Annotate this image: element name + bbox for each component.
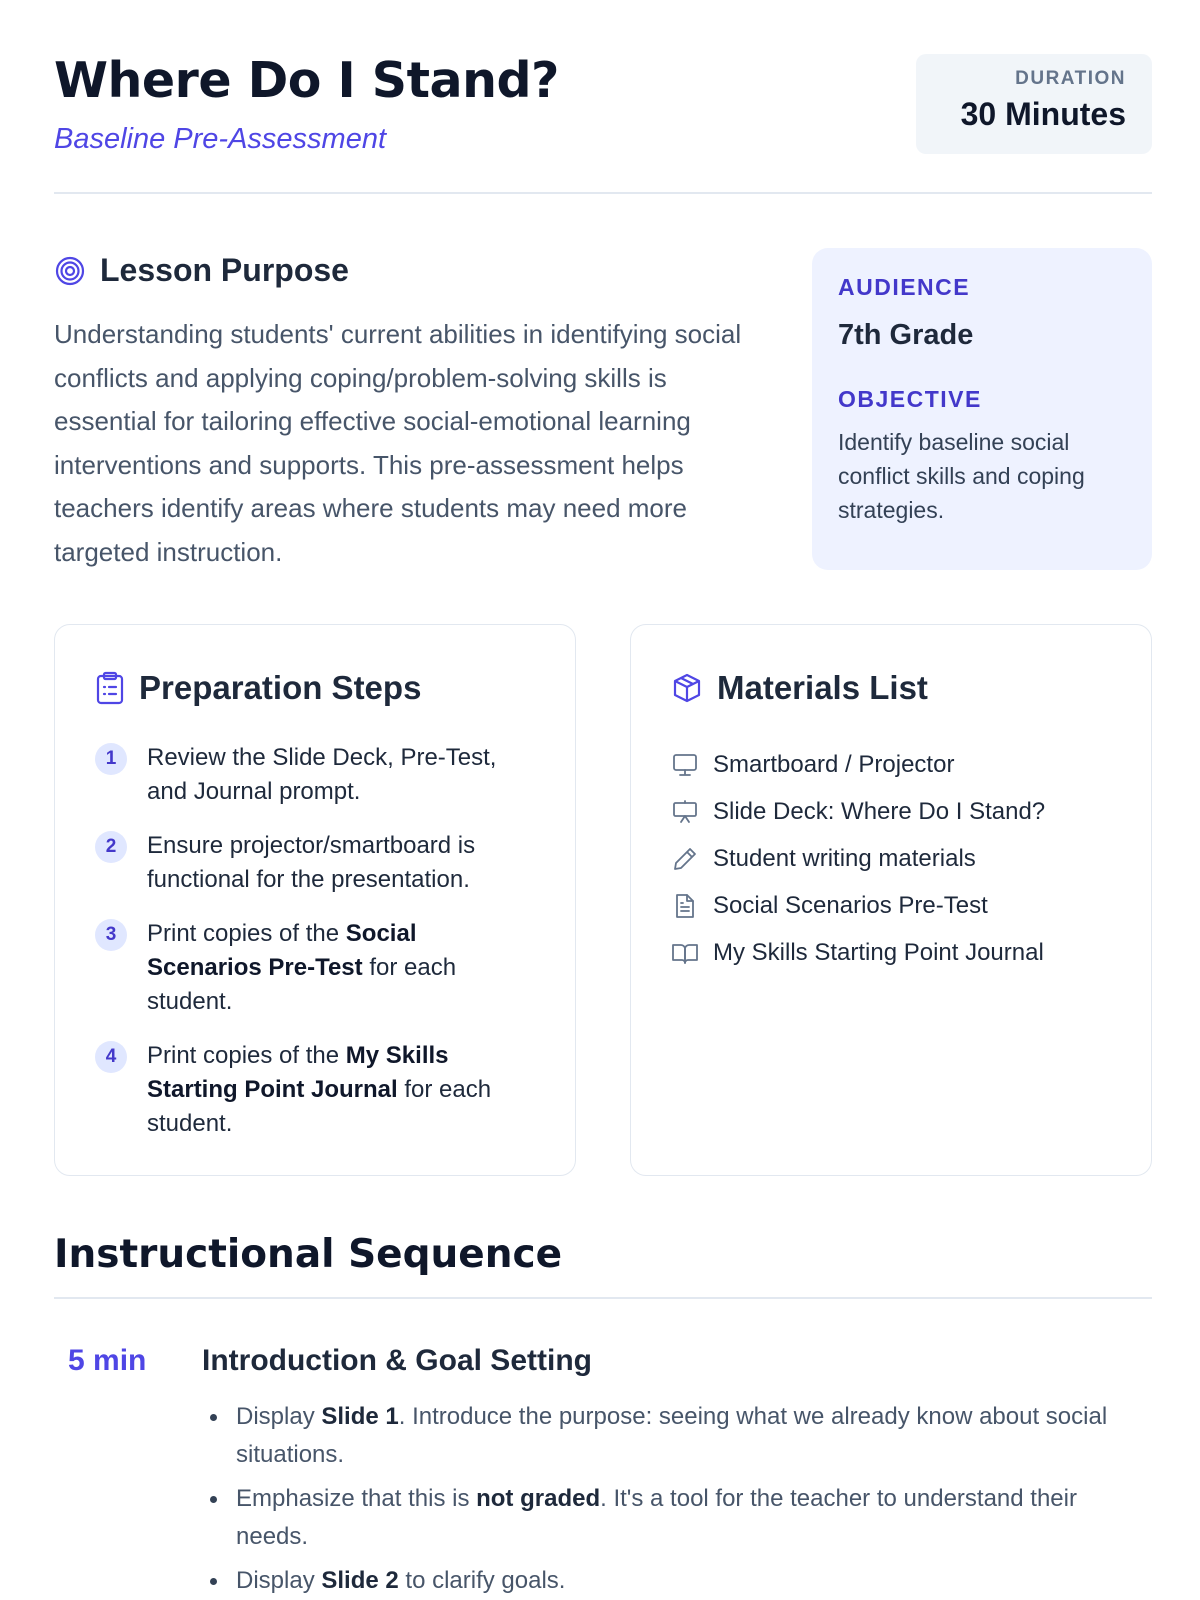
sequence-step-title: Introduction & Goal Setting [202,1344,592,1377]
sequence-step-bullets [202,1398,1152,1600]
preparation-step [95,741,535,809]
material-item [671,788,1111,835]
preparation-steps-heading: Preparation Steps [139,669,422,706]
page-header [54,0,1152,194]
materials-list-heading: Materials List [717,669,928,706]
sequence-bullet [202,1562,1152,1600]
step-number-badge: 4 [95,1041,127,1073]
preparation-steps-header [95,669,535,707]
box-icon [671,672,703,704]
step-text-bold: My Skills Starting Point Journal [147,1042,449,1103]
step-text-part: Print copies of the [147,1042,346,1069]
materials-list-header [671,669,1111,707]
instructional-sequence-heading: Instructional Sequence [54,1232,563,1277]
step-text-part: for each student. [147,954,457,1015]
material-item [671,882,1111,929]
material-item [671,835,1111,882]
target-icon [54,255,86,287]
step-text-part: Ensure projector/smartboard is functional for the presentation. [147,832,476,893]
step-number-badge: 2 [95,831,127,863]
sequence-bullet [202,1480,1152,1556]
material-item [671,929,1111,976]
material-label: Social Scenarios Pre-Test [713,891,988,919]
lesson-purpose-header [54,252,754,289]
bullet-text-bold: Slide 2 [321,1567,399,1594]
lesson-purpose-section [54,252,754,574]
bullet-text-bold: Slide 1 [321,1403,399,1430]
bullet-text-part: Emphasize that this is [236,1485,477,1512]
step-text [147,1039,535,1141]
material-item [671,741,1111,788]
step-text-part: Print copies of the [147,920,346,947]
preparation-steps-card [54,624,576,1176]
bullet-text-part: Display [236,1567,322,1594]
bullet-text-part: . It's a tool for the teacher to understand their needs. [236,1485,1077,1550]
material-label: My Skills Starting Point Journal [713,938,1044,966]
step-number-badge: 1 [95,743,127,775]
page-title: Where Do I Stand? [54,52,559,109]
step-number-badge: 3 [95,919,127,951]
step-text [147,917,535,1019]
sequence-divider [54,1297,1152,1299]
document-icon [671,893,699,919]
material-label: Smartboard / Projector [713,750,955,778]
bullet-text-part: to clarify goals. [398,1567,566,1594]
lesson-plan-page [54,0,1152,1594]
bullet-text-bold: not graded [476,1485,601,1512]
material-label: Student writing materials [713,844,976,872]
lesson-purpose-text: Understanding students' current abilities in identifying social conflicts and applying coping/problem-solving skills is essential for tailoring effective social-emotional learning interventions and supports. This pre-assessment helps teachers identify areas where students may need more targeted instruction. [54,319,742,567]
duration-value: 30 Minutes [960,96,1126,132]
sequence-step-time: 5 min [68,1344,147,1377]
step-text [147,829,535,897]
duration-label: DURATION [1015,68,1126,89]
presentation-icon [671,800,699,824]
sequence-bullet [202,1398,1152,1474]
materials-list [671,741,1111,976]
step-text-part: for each student. [147,1076,492,1137]
step-text-bold: Social Scenarios Pre-Test [147,920,417,981]
step-text-part: Review the Slide Deck, Pre-Test, and Journal prompt. [147,744,497,805]
audience-objective-box [812,248,1152,570]
preparation-step [95,829,535,897]
bullet-text-part: . Introduce the purpose: seeing what we already know about social situations. [236,1403,1108,1468]
audience-label: AUDIENCE [838,274,971,300]
audience-value: 7th Grade [838,319,974,351]
step-text [147,741,535,809]
objective-text: Identify baseline social conflict skills and coping strategies. [838,429,1085,523]
lesson-purpose-heading: Lesson Purpose [100,252,349,288]
preparation-step [95,917,535,1019]
preparation-step [95,1039,535,1141]
page-subtitle: Baseline Pre-Assessment [54,123,387,155]
materials-list-card [630,624,1152,1176]
material-label: Slide Deck: Where Do I Stand? [713,797,1046,825]
book-open-icon [671,941,699,965]
monitor-icon [671,753,699,777]
preparation-steps-list [95,741,535,1141]
objective-label: OBJECTIVE [838,386,982,412]
duration-box [916,54,1152,154]
clipboard-icon [95,671,125,705]
pencil-icon [671,846,699,872]
bullet-text-part: Display [236,1403,322,1430]
